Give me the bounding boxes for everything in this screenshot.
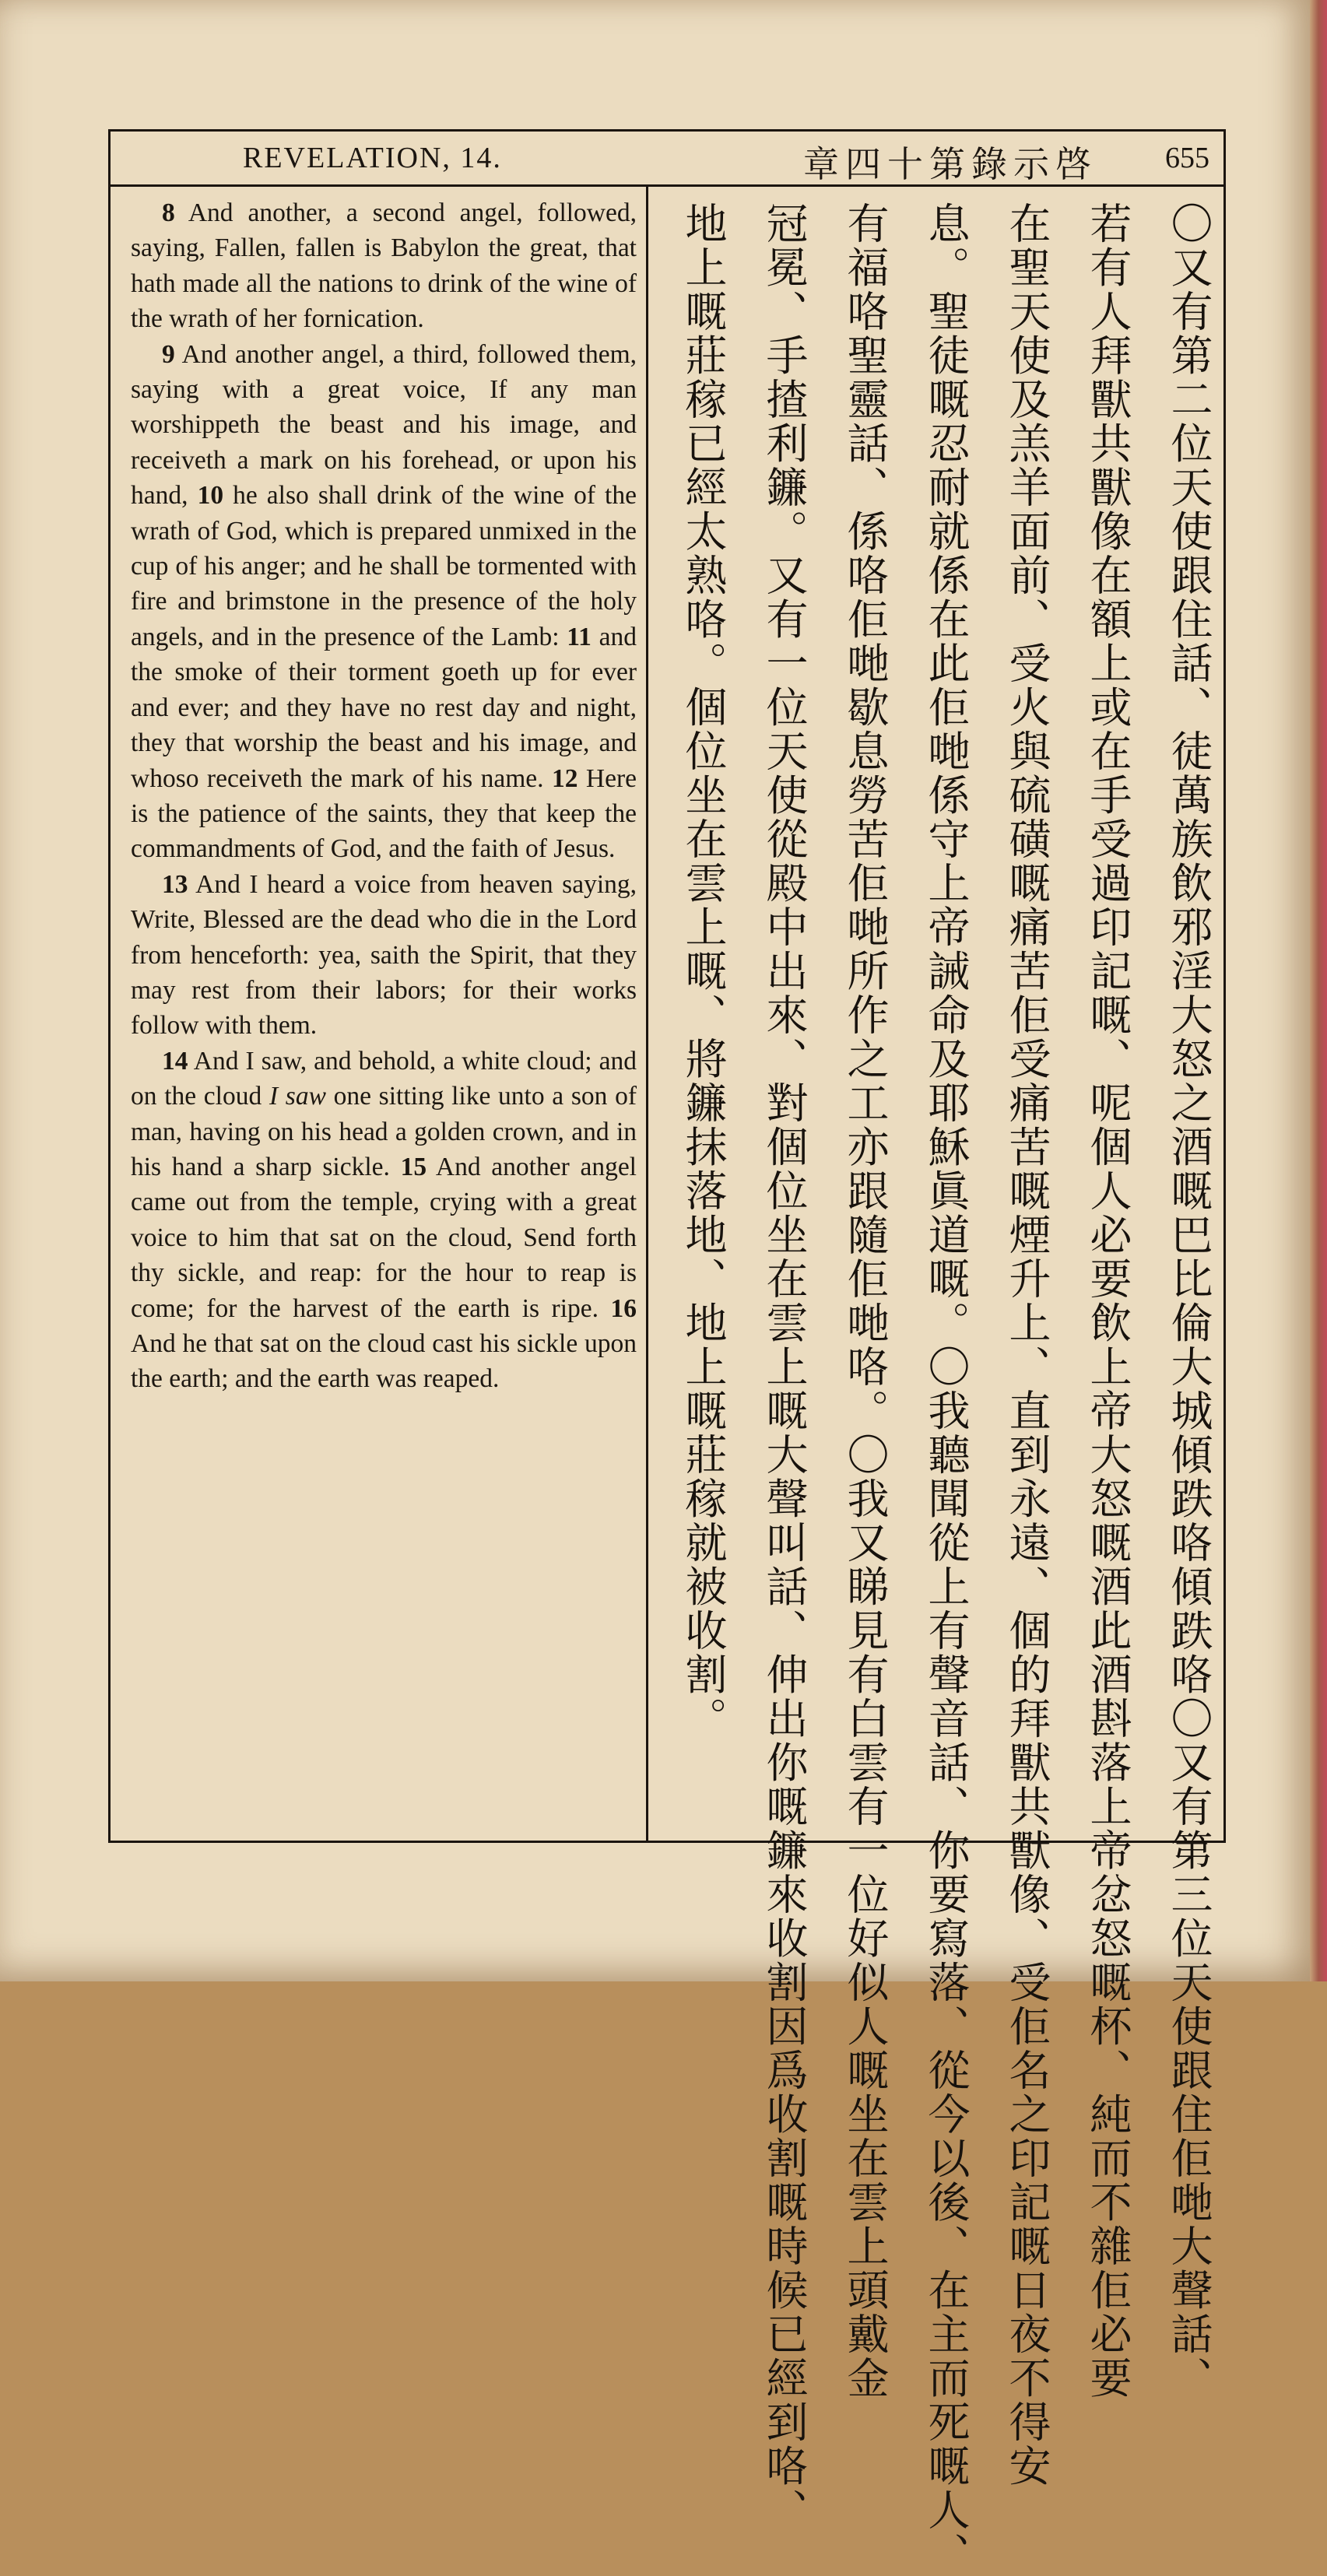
verse-text: one sitting like unto a son of man, having on his head a golden crown, and in his hand a sharp sickle.: [131, 1082, 637, 1181]
page-frame: [108, 129, 1226, 2576]
verse-text-italic: I saw: [269, 1082, 326, 1111]
verse-9-11: [131, 337, 637, 867]
verse-text: And he that sat on the cloud cast his sickle upon the earth; and the earth was reaped.: [131, 1329, 637, 1394]
chinese-line-6: 冠冕、手揸利鐮。又有一位天使從殿中出來、對個位坐在雲上嘅大聲叫話、伸出你嘅鐮來收割因爲收割嘅時候已經到咯、: [760, 202, 809, 2532]
chinese-line-1: 〇又有第二位天使跟住話、徒萬族飲邪淫大怒之酒嘅巴比倫大城傾跌咯傾跌咯〇又有第三位天使跟住佢哋大聲話、: [1164, 202, 1213, 2400]
chinese-line-4: 息。聖徒嘅忍耐就係在此佢哋係守上帝誡命及耶穌眞道嘅。〇我聽聞從上有聲音話、你要寫落、從今以後、在主而死嘅人、: [922, 202, 971, 2576]
verse-8: [131, 195, 637, 337]
verse-text: and the smoke of their torment goeth up for ever and ever; and they have no rest day and night, they that worship the beast and his image, and whoso receiveth the mark of his name.: [131, 622, 637, 793]
verse-number: 15: [400, 1152, 427, 1181]
verse-text: And another angel, a third, followed them, saying with a great voice, If any man worshippeth the beast and his image, and receiveth a mark on his forehead, or upon his hand,: [131, 339, 637, 511]
verse-number: 13: [162, 869, 188, 899]
verse-number: 14: [162, 1046, 188, 1076]
book-spine-edge: [1310, 0, 1327, 1981]
chinese-line-3: 在聖天使及羔羊面前、受火與硫磺嘅痛苦佢受痛苦嘅煙升上、直到永遠、個的拜獸共獸像、受佢名之印記嘅日夜不得安: [1002, 202, 1051, 2488]
verse-number: 16: [610, 1293, 637, 1323]
verse-number: 8: [162, 198, 175, 227]
verse-number: 10: [197, 481, 224, 511]
verse-text: Here is the patience of the saints, they that keep the commandments of God, and the faith of Jesus.: [131, 763, 637, 864]
english-text-column: [131, 195, 637, 1397]
running-header: [111, 132, 1223, 187]
chinese-line-2: 若有人拜獸共獸像在額上或在手受過印記嘅、呢個人必要飲上帝大怒嘅酒此酒斟落上帝忿怒嘅杯、純而不雜佢必要: [1083, 202, 1132, 2400]
verse-13: [131, 867, 637, 1044]
header-book-title-english: REVELATION, 14.: [243, 142, 502, 174]
verse-14-16: [131, 1044, 637, 1397]
verse-number: 11: [567, 622, 592, 651]
chinese-text-column: [659, 202, 1216, 2576]
chinese-line-7: 地上嘅莊稼已經太熟咯。個位坐在雲上嘅、將鐮抹落地、地上嘅莊稼就被收割。: [679, 202, 728, 1741]
chinese-line-5: 有福咯聖靈話、係咯佢哋歇息勞苦佢哋所作之工亦跟隨佢哋咯。〇我又睇見有白雲有一位好似人嘅坐在雲上頭戴金: [841, 202, 890, 2400]
page-number: 655: [1165, 142, 1209, 174]
verse-number: 9: [162, 339, 175, 369]
verse-text: And another angel came out from the temple, crying with a great voice to him that sat on the cloud, Send forth thy sickle, and reap: for the hour to reap is come; for the harvest of the earth is ripe.: [131, 1152, 637, 1323]
verse-text: And I heard a voice from heaven saying, Write, Blessed are the dead who die in the Lord from henceforth: yea, saith the Spirit, that they may rest from their labors; for their works follow with them.: [131, 869, 637, 1041]
column-divider: [646, 187, 648, 1841]
verse-text: he also shall drink of the wine of the wrath of God, which is prepared unmixed in the cup of his anger; and he shall be tormented with fire and brimstone in the presence of the holy angels, and in the presence of the Lamb:: [131, 481, 637, 651]
verse-text: And I saw, and behold, a white cloud; and on the cloud: [131, 1046, 637, 1111]
verse-number: 12: [551, 763, 578, 793]
header-book-title-chinese: 章四十第錄示啓: [803, 143, 1097, 185]
verse-text: And another, a second angel, followed, saying, Fallen, fallen is Babylon the great, that hath made all the nations to drink of the wine of the wrath of her fornication.: [131, 198, 637, 334]
